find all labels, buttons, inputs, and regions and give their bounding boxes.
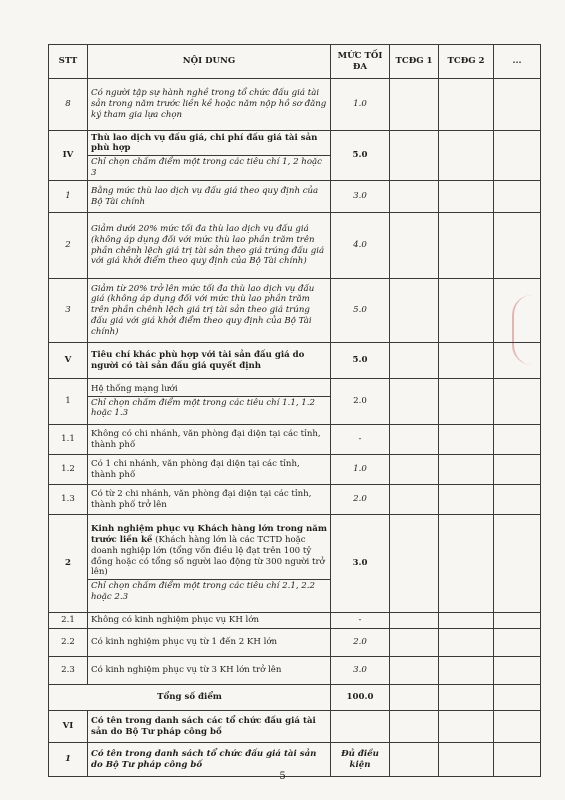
row-stt: 2	[49, 213, 88, 279]
cell-tcdg-2	[439, 515, 494, 613]
cell-tcdg-1	[390, 629, 439, 657]
row-stt: 2.1	[49, 613, 88, 629]
cell-tcdg-1	[390, 213, 439, 279]
row-stt: 2.3	[49, 657, 88, 685]
row-max: 5.0	[331, 343, 390, 379]
cell-tcdg-1	[390, 379, 439, 425]
cell-tcdg-2	[439, 79, 494, 131]
cell-more	[494, 213, 541, 279]
table-row	[49, 343, 541, 379]
cell-more	[494, 455, 541, 485]
row-stt: 1.1	[49, 425, 88, 455]
cell-tcdg-1	[390, 181, 439, 213]
header-tcdg-2: TCĐG 2	[439, 45, 494, 79]
row-note: Chỉ chọn chấm điểm một trong các tiêu chí 1.1, 1.2 hoặc 1.3	[88, 396, 330, 419]
header-more: ...	[494, 45, 541, 79]
row-stt: 2	[49, 515, 88, 613]
row-note: Chỉ chọn chấm điểm một trong các tiêu chí 2.1, 2.2 hoặc 2.3	[88, 579, 330, 602]
row-content: Không có kinh nghiệm phục vụ KH lớn	[88, 613, 331, 629]
cell-more	[494, 79, 541, 131]
cell-tcdg-1	[390, 485, 439, 515]
cell-tcdg-2	[439, 485, 494, 515]
table-row	[49, 657, 541, 685]
row-stt: 1.3	[49, 485, 88, 515]
row-stt: 1	[49, 743, 88, 777]
total-label: Tổng số điểm	[49, 685, 331, 711]
row-max: 2.0	[331, 379, 390, 425]
cell-tcdg-2	[439, 629, 494, 657]
cell-tcdg-1	[390, 131, 439, 181]
row-max: -	[331, 425, 390, 455]
cell-tcdg-2	[439, 685, 494, 711]
row-content: Có tên trong danh sách tổ chức đấu giá tài sản do Bộ Tư pháp công bố	[88, 743, 331, 777]
row-content: Giảm từ 20% trở lên mức tối đa thù lao dịch vụ đấu giá (không áp dụng đối với mức thù lao phần trăm trên phần chênh lệch giá trị tài sản theo giá trúng đấu giá với giá khởi điểm theo quy định của Bộ Tài chính)	[88, 279, 331, 343]
row-content	[88, 131, 331, 181]
row-content: Có người tập sự hành nghề trong tổ chức đấu giá tài sản trong năm trước liền kề hoặc năm nộp hồ sơ đăng ký tham gia lựa chọn	[88, 79, 331, 131]
table-row	[49, 425, 541, 455]
row-content: Có kinh nghiệm phục vụ từ 3 KH lớn trở lên	[88, 657, 331, 685]
header-tcdg-1: TCĐG 1	[390, 45, 439, 79]
row-stt: 1.2	[49, 455, 88, 485]
cell-tcdg-1	[390, 343, 439, 379]
row-content	[88, 515, 331, 613]
row-max	[331, 711, 390, 743]
row-max: 4.0	[331, 213, 390, 279]
row-content: Có từ 2 chi nhánh, văn phòng đại diện tại các tỉnh, thành phố trở lên	[88, 485, 331, 515]
cell-more	[494, 485, 541, 515]
cell-tcdg-1	[390, 79, 439, 131]
cell-tcdg-2	[439, 279, 494, 343]
cell-tcdg-2	[439, 379, 494, 425]
total-value: 100.0	[331, 685, 390, 711]
cell-more	[494, 343, 541, 379]
row-max: 3.0	[331, 657, 390, 685]
row-max: 2.0	[331, 629, 390, 657]
row-stt: 8	[49, 79, 88, 131]
cell-more	[494, 613, 541, 629]
row-max: 5.0	[331, 131, 390, 181]
cell-tcdg-2	[439, 425, 494, 455]
header-content: NỘI DUNG	[88, 45, 331, 79]
page-number: 5	[279, 771, 286, 782]
table-row	[49, 79, 541, 131]
cell-tcdg-1	[390, 515, 439, 613]
row-max: 3.0	[331, 181, 390, 213]
table-row	[49, 181, 541, 213]
cell-tcdg-1	[390, 279, 439, 343]
row-stt: IV	[49, 131, 88, 181]
row-content: Có kinh nghiệm phục vụ từ 1 đến 2 KH lớn	[88, 629, 331, 657]
scoring-table	[48, 44, 541, 777]
row-max: 1.0	[331, 455, 390, 485]
header-max: MỨC TỐI ĐA	[331, 45, 390, 79]
row-stt: 1	[49, 181, 88, 213]
cell-tcdg-1	[390, 613, 439, 629]
table-row	[49, 711, 541, 743]
row-content: Tiêu chí khác phù hợp với tài sản đấu giá do người có tài sản đấu giá quyết định	[88, 343, 331, 379]
row-content-title: Thù lao dịch vụ đấu giá, chi phí đấu giá tài sản phù hợp	[91, 132, 318, 154]
cell-more	[494, 629, 541, 657]
row-stt: 1	[49, 379, 88, 425]
cell-tcdg-2	[439, 213, 494, 279]
row-content-title: Kinh nghiệm phục vụ Khách hàng lớn trong năm trước liền kề	[91, 524, 327, 546]
cell-tcdg-1	[390, 455, 439, 485]
row-max: 5.0	[331, 279, 390, 343]
table-row	[49, 279, 541, 343]
cell-more	[494, 711, 541, 743]
cell-tcdg-2	[439, 711, 494, 743]
table-row	[49, 515, 541, 613]
total-row	[49, 685, 541, 711]
row-stt: V	[49, 343, 88, 379]
row-content: Không có chi nhánh, văn phòng đại diện tại các tỉnh, thành phố	[88, 425, 331, 455]
header-stt: STT	[49, 45, 88, 79]
cell-tcdg-2	[439, 131, 494, 181]
row-content	[88, 379, 331, 425]
cell-tcdg-1	[390, 657, 439, 685]
cell-tcdg-1	[390, 425, 439, 455]
row-content: Có tên trong danh sách các tổ chức đấu giá tài sản do Bộ Tư pháp công bố	[88, 711, 331, 743]
table-row	[49, 131, 541, 181]
row-max: -	[331, 613, 390, 629]
table-row	[49, 213, 541, 279]
row-stt: 3	[49, 279, 88, 343]
table-row	[49, 629, 541, 657]
row-max: Đủ điều kiện	[331, 743, 390, 777]
row-max: 1.0	[331, 79, 390, 131]
row-content: Có 1 chi nhánh, văn phòng đại diện tại các tỉnh, thành phố	[88, 455, 331, 485]
cell-tcdg-1	[390, 685, 439, 711]
table-row	[49, 455, 541, 485]
cell-more	[494, 181, 541, 213]
row-content-title: Hệ thống mạng lưới	[91, 383, 178, 394]
row-content: Giảm dưới 20% mức tối đa thù lao dịch vụ đấu giá (không áp dụng đối với mức thù lao phần trăm trên phần chênh lệch giá trị tài sản theo giá trúng đấu giá với giá khởi điểm theo quy định của Bộ Tài chính)	[88, 213, 331, 279]
table-header-row	[49, 45, 541, 79]
table-row	[49, 379, 541, 425]
cell-more	[494, 685, 541, 711]
cell-tcdg-2	[439, 455, 494, 485]
cell-more	[494, 279, 541, 343]
cell-tcdg-1	[390, 711, 439, 743]
table-row	[49, 485, 541, 515]
row-stt: 2.2	[49, 629, 88, 657]
cell-more	[494, 131, 541, 181]
row-max: 3.0	[331, 515, 390, 613]
cell-more	[494, 657, 541, 685]
cell-more	[494, 379, 541, 425]
row-max: 2.0	[331, 485, 390, 515]
row-stt: VI	[49, 711, 88, 743]
cell-tcdg-2	[439, 181, 494, 213]
row-content-detail: (Khách hàng lớn là các TCTD hoặc doanh nghiệp lớn (tổng vốn điều lệ đạt trên 100 tỷ đồng hoặc có tổng số người lao động từ 300 người trở lên)	[91, 535, 325, 578]
cell-more	[494, 515, 541, 613]
cell-tcdg-2	[439, 657, 494, 685]
cell-tcdg-2	[439, 613, 494, 629]
row-content: Bằng mức thù lao dịch vụ đấu giá theo quy định của Bộ Tài chính	[88, 181, 331, 213]
table-row	[49, 613, 541, 629]
cell-tcdg-2	[439, 343, 494, 379]
cell-more	[494, 425, 541, 455]
row-note: Chỉ chọn chấm điểm một trong các tiêu chí 1, 2 hoặc 3	[88, 155, 330, 178]
